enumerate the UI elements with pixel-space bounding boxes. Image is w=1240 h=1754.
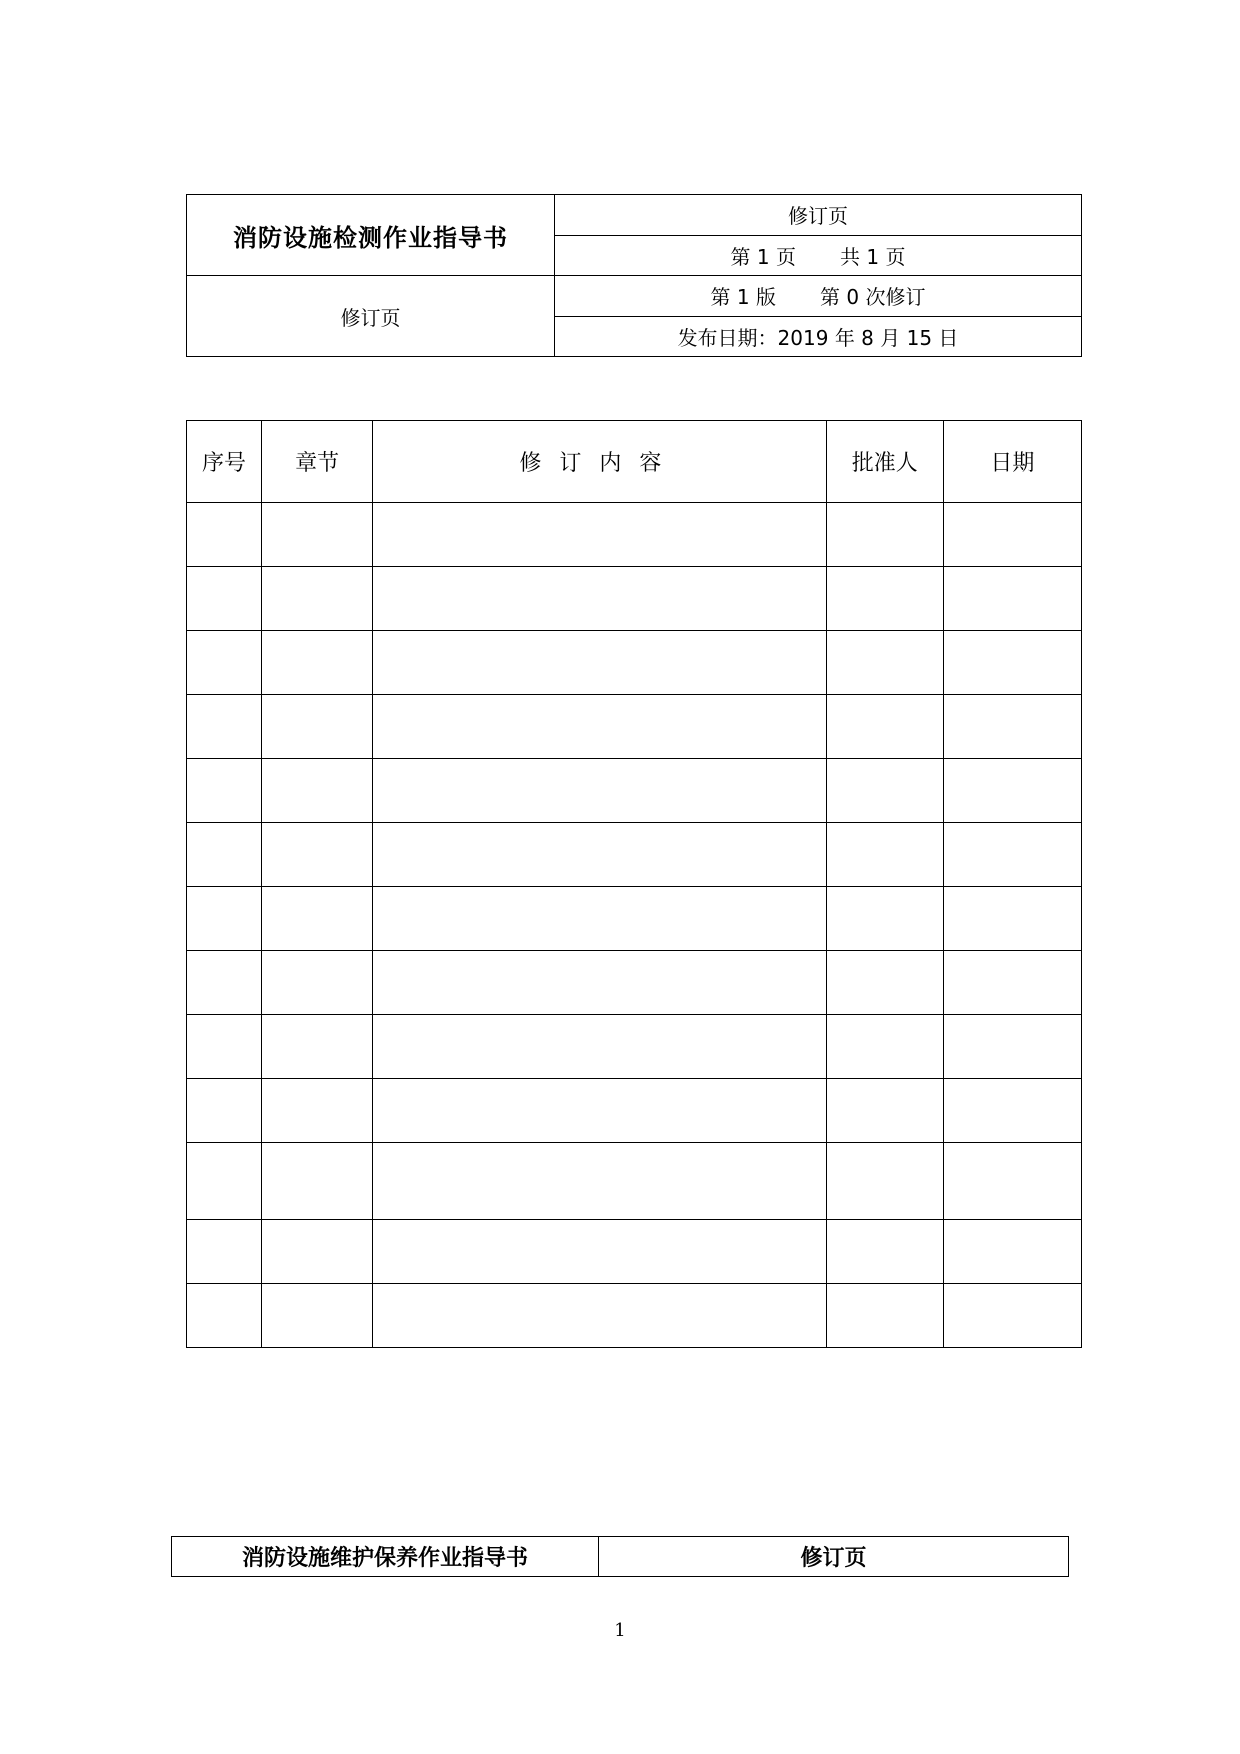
table-cell xyxy=(262,1220,373,1284)
table-cell xyxy=(187,695,262,759)
table-cell xyxy=(826,1284,943,1348)
page-info xyxy=(555,235,1082,276)
table-cell xyxy=(373,951,827,1015)
table-cell xyxy=(373,1079,827,1143)
page-number: 1 xyxy=(614,1620,626,1641)
table-cell xyxy=(373,695,827,759)
document-title: 消防设施检测作业指导书 xyxy=(187,195,555,276)
table-cell xyxy=(262,695,373,759)
table-cell xyxy=(187,631,262,695)
footer-title: 消防设施维护保养作业指导书 xyxy=(172,1537,599,1577)
table-cell xyxy=(187,1284,262,1348)
column-header-chapter: 章节 xyxy=(262,421,373,503)
table-cell xyxy=(373,887,827,951)
table-row xyxy=(187,1220,1082,1284)
table-cell xyxy=(187,1015,262,1079)
table-row xyxy=(187,695,1082,759)
table-cell xyxy=(262,503,373,567)
table-cell xyxy=(826,1143,943,1220)
table-cell xyxy=(187,951,262,1015)
table-cell xyxy=(262,759,373,823)
document-header xyxy=(186,194,1082,357)
table-cell xyxy=(943,695,1081,759)
column-header-content: 修订内容 xyxy=(373,421,827,503)
table-row xyxy=(187,1015,1082,1079)
table-row xyxy=(187,503,1082,567)
table-cell xyxy=(262,1079,373,1143)
table-cell xyxy=(943,1015,1081,1079)
table-cell xyxy=(373,503,827,567)
table-cell xyxy=(187,1220,262,1284)
table-cell xyxy=(826,823,943,887)
table-cell xyxy=(187,759,262,823)
table-cell xyxy=(262,951,373,1015)
table-cell xyxy=(943,1143,1081,1220)
table-cell xyxy=(826,1015,943,1079)
column-header-date: 日期 xyxy=(943,421,1081,503)
table-cell xyxy=(826,887,943,951)
table-cell xyxy=(826,503,943,567)
revision-table-body xyxy=(187,503,1082,1348)
table-cell xyxy=(187,823,262,887)
table-cell xyxy=(373,1220,827,1284)
table-cell xyxy=(262,631,373,695)
table-cell xyxy=(373,1143,827,1220)
table-row xyxy=(187,1143,1082,1220)
table-row xyxy=(187,951,1082,1015)
table-cell xyxy=(262,887,373,951)
table-cell xyxy=(826,759,943,823)
table-row xyxy=(187,1079,1082,1143)
table-cell xyxy=(373,823,827,887)
page-total: 共 1 页 xyxy=(840,244,906,269)
table-cell xyxy=(187,887,262,951)
table-cell xyxy=(943,1079,1081,1143)
revision-page-label: 修订页 xyxy=(555,195,1082,236)
table-row xyxy=(187,567,1082,631)
table-header-row xyxy=(187,421,1082,503)
table-cell xyxy=(826,951,943,1015)
issue-date: 发布日期：2019 年 8 月 15 日 xyxy=(555,316,1082,357)
document-subtitle: 修订页 xyxy=(187,276,555,357)
table-cell xyxy=(373,759,827,823)
column-header-approver: 批准人 xyxy=(826,421,943,503)
table-cell xyxy=(826,695,943,759)
table-cell xyxy=(373,1284,827,1348)
table-cell xyxy=(187,1143,262,1220)
table-cell xyxy=(943,951,1081,1015)
table-cell xyxy=(187,503,262,567)
table-row xyxy=(187,759,1082,823)
table-cell xyxy=(187,567,262,631)
table-cell xyxy=(943,887,1081,951)
table-cell xyxy=(262,1143,373,1220)
table-cell xyxy=(943,503,1081,567)
table-cell xyxy=(826,1079,943,1143)
table-cell xyxy=(826,567,943,631)
table-cell xyxy=(373,631,827,695)
table-cell xyxy=(373,567,827,631)
table-cell xyxy=(943,567,1081,631)
footer-revision-page: 修订页 xyxy=(599,1537,1069,1577)
table-cell xyxy=(262,1284,373,1348)
footer-table xyxy=(171,1536,1069,1577)
version: 第 1 版 xyxy=(710,285,776,310)
table-row xyxy=(187,887,1082,951)
table-row xyxy=(187,631,1082,695)
table-cell xyxy=(943,631,1081,695)
table-cell xyxy=(943,759,1081,823)
revision-count: 第 0 次修订 xyxy=(820,285,926,310)
table-cell xyxy=(373,1015,827,1079)
revision-table xyxy=(186,420,1082,1348)
table-cell xyxy=(943,1284,1081,1348)
table-cell xyxy=(826,1220,943,1284)
table-cell xyxy=(262,823,373,887)
page-current: 第 1 页 xyxy=(730,244,796,269)
table-cell xyxy=(943,823,1081,887)
table-cell xyxy=(943,1220,1081,1284)
table-cell xyxy=(187,1079,262,1143)
version-info xyxy=(555,276,1082,317)
table-cell xyxy=(262,1015,373,1079)
table-cell xyxy=(826,631,943,695)
table-row xyxy=(187,1284,1082,1348)
column-header-seq: 序号 xyxy=(187,421,262,503)
table-row xyxy=(187,823,1082,887)
table-cell xyxy=(262,567,373,631)
